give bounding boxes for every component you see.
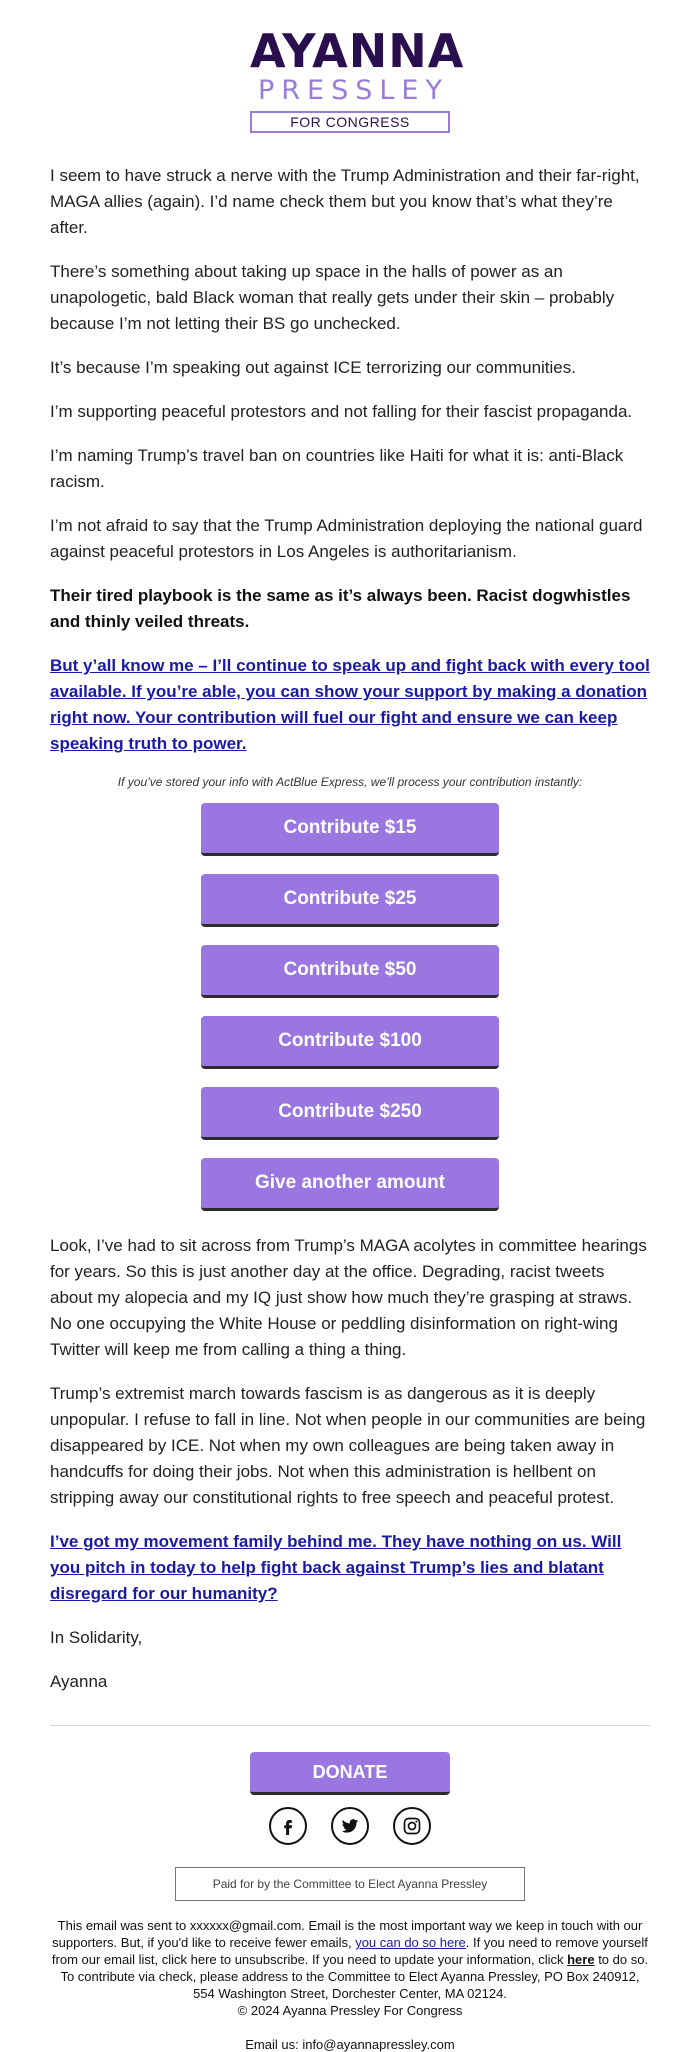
contribute-250-button[interactable]: Contribute $250 xyxy=(201,1087,499,1140)
footer-text-3: to do so. To contribute via check, please address to the Committee to Elect Ayanna Pressley, PO Box 240912, 554 Washington Street, Dorchester Center, MA 02124. xyxy=(60,1952,649,2001)
contribute-15-button[interactable]: Contribute $15 xyxy=(201,803,499,856)
email-body xyxy=(0,24,700,2052)
contribute-buttons xyxy=(50,803,650,1211)
donation-link-paragraph[interactable]: But y’all know me – I’ll continue to speak up and fight back with every tool available. If you’re able, you can show your support by making a donation right now. Your contribution will fuel our fight and ensure we can keep speaking truth to power. xyxy=(50,656,650,753)
paragraph: Trump’s extremist march towards fascism is as dangerous as it is deeply unpopular. I refuse to fall in line. Not when people in our communities are being disappeared by ICE. Not when my own colleagues are being taken away in handcuffs for doing their jobs. Not when this administration is hellbent on stripping away our constitutional rights to free speech and peaceful protest. xyxy=(50,1384,646,1507)
email-us: Email us: info@ayannapressley.com xyxy=(245,2037,455,2052)
donate-button[interactable]: DONATE xyxy=(250,1752,450,1795)
fewer-emails-link[interactable]: you can do so here xyxy=(355,1935,466,1950)
logo-tagline: FOR CONGRESS xyxy=(250,111,450,133)
contribute-100-button[interactable]: Contribute $100 xyxy=(201,1016,499,1069)
twitter-icon[interactable] xyxy=(331,1807,369,1845)
paragraph: It’s because I’m speaking out against ICE terrorizing our communities. xyxy=(50,358,576,377)
paid-for-disclaimer: Paid for by the Committee to Elect Ayanna Pressley xyxy=(175,1867,525,1901)
logo-name: AYANNA xyxy=(250,24,465,78)
contribute-50-button[interactable]: Contribute $50 xyxy=(201,945,499,998)
paragraph: I’m supporting peaceful protestors and not falling for their fascist propaganda. xyxy=(50,402,633,421)
instagram-icon[interactable] xyxy=(393,1807,431,1845)
contribute-25-button[interactable]: Contribute $25 xyxy=(201,874,499,927)
paragraph: Look, I’ve had to sit across from Trump’s MAGA acolytes in committee hearings for years. So this is just another day at the office. Degrading, racist tweets about my alopecia and my IQ just show how much they’re grasping at straws. No one occupying the White House or peddling disinformation on right-wing Twitter will keep me from calling a thing a thing. xyxy=(50,1236,647,1359)
logo xyxy=(250,24,465,133)
paragraph: I seem to have struck a nerve with the Trump Administration and their far-right, MAGA allies (again). I’d name check them but you know that’s what they’re after. xyxy=(50,166,640,237)
facebook-icon[interactable] xyxy=(269,1807,307,1845)
footer-text-1: This email was sent to xxxxxx@gmail.com. Email is the most important way we keep in touch with our supporters. But, if you'd like to receive fewer emails, xyxy=(52,1918,643,1950)
paragraph: I’m not afraid to say that the Trump Administration deploying the national guard against peaceful protestors in Los Angeles is authoritarianism. xyxy=(50,516,643,561)
bold-paragraph: Their tired playbook is the same as it’s always been. Racist dogwhistles and thinly veiled threats. xyxy=(50,586,631,631)
footer-text xyxy=(50,1917,650,2019)
logo-surname: PRESSLEY xyxy=(258,75,449,106)
update-info-link[interactable]: here xyxy=(567,1952,595,1967)
other-amount-button[interactable]: Give another amount xyxy=(201,1158,499,1211)
paragraph: I’m naming Trump’s travel ban on countries like Haiti for what it is: anti-Black racism. xyxy=(50,446,624,491)
message-content xyxy=(50,163,650,1901)
pitch-in-link-paragraph[interactable]: I’ve got my movement family behind me. They have nothing on us. Will you pitch in today to help fight back against Trump’s lies and blatant disregard for our humanity? xyxy=(50,1532,622,1603)
copyright: © 2024 Ayanna Pressley For Congress xyxy=(237,2003,463,2018)
signature: Ayanna xyxy=(50,1672,108,1691)
actblue-express-note: If you’ve stored your info with ActBlue Express, we’ll process your contribution instantly: xyxy=(117,775,583,789)
social-links xyxy=(50,1807,650,1845)
footer-text-2: . If you need to remove yourself from our email list, click here to unsubscribe. If you need to update your information, click xyxy=(51,1935,648,1967)
paragraph: There’s something about taking up space in the halls of power as an unapologetic, bald Black woman that really gets under their skin – probably because I’m not letting their BS go unchecked. xyxy=(50,262,615,333)
divider xyxy=(50,1725,650,1726)
signoff: In Solidarity, xyxy=(50,1628,143,1647)
